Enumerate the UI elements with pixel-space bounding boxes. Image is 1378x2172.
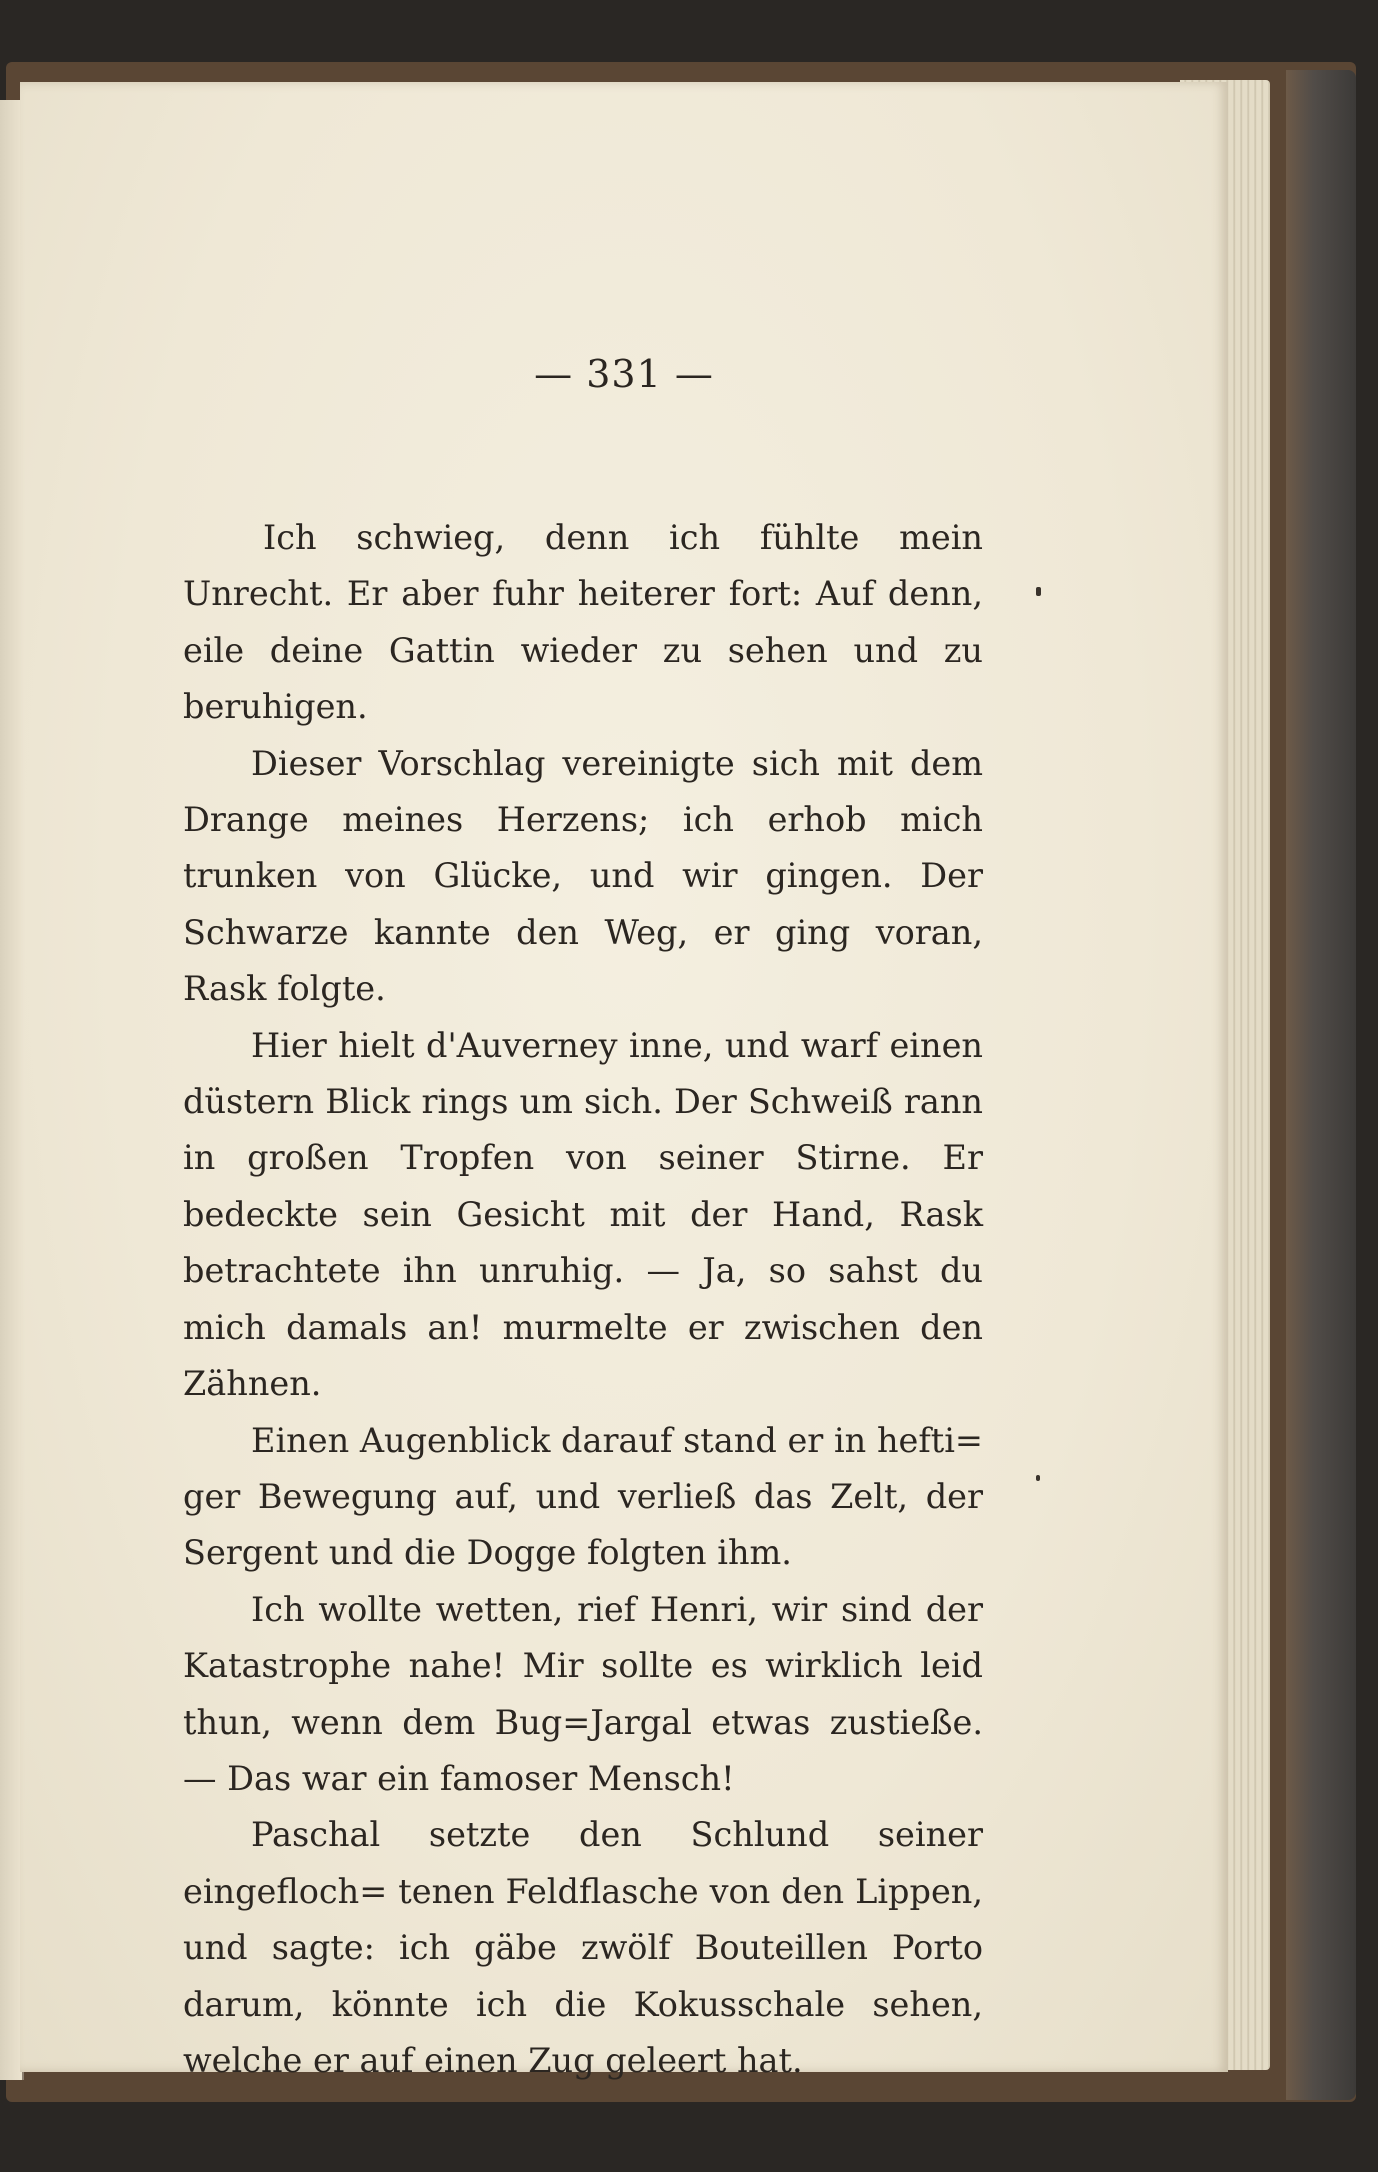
paragraph: Dieser Vorschlag vereinigte sich mit dem Drange meines Herzens; ich erhob mich trunken von Glücke, und wir gingen. Der Schwarze kannte den Weg, er ging voran, Rask folgte. (183, 743, 983, 1009)
paragraph: Hier hielt d'Auverney inne, und warf einen düstern Blick rings um sich. Der Schweiß rann in großen Tropfen von seiner Stirne. Er bedeckte sein Gesicht mit der Hand, Rask betrachtete ihn unruhig. — Ja, so sahst du mich damals an! murmelte er zwischen den Zähnen. (183, 1025, 983, 1404)
page-number: — 331 — (534, 352, 714, 396)
book-page (20, 82, 1228, 2080)
paragraph: Ich wollte wetten, rief Henri, wir sind der Katastrophe nahe! Mir sollte es wirklich leid thun, wenn dem Bug=Jargal etwas zustieße. — Das war ein famoser Mensch! (183, 1589, 983, 1798)
paragraph: Ich schwieg, denn ich fühlte mein Unrecht. Er aber fuhr heiterer fort: Auf denn, eile deine Gattin wieder zu sehen und zu beruhigen. (183, 518, 983, 727)
ink-speck (1036, 1475, 1040, 1481)
book-spine-edge (1286, 70, 1356, 2100)
ink-speck (1036, 587, 1041, 596)
paragraph: Paschal setzte den Schlund seiner eingefloch= tenen Feldflasche von den Lippen, und sagte: ich gäbe zwölf Bouteillen Porto darum, könnte ich die Kokusschale sehen, welche er auf einen Zug geleert hat. (183, 1815, 983, 2080)
paragraph: Einen Augenblick darauf stand er in hefti= ger Bewegung auf, und verließ das Zelt, der Sergent und die Dogge folgten ihm. (183, 1420, 983, 1573)
page-body (183, 510, 983, 2089)
